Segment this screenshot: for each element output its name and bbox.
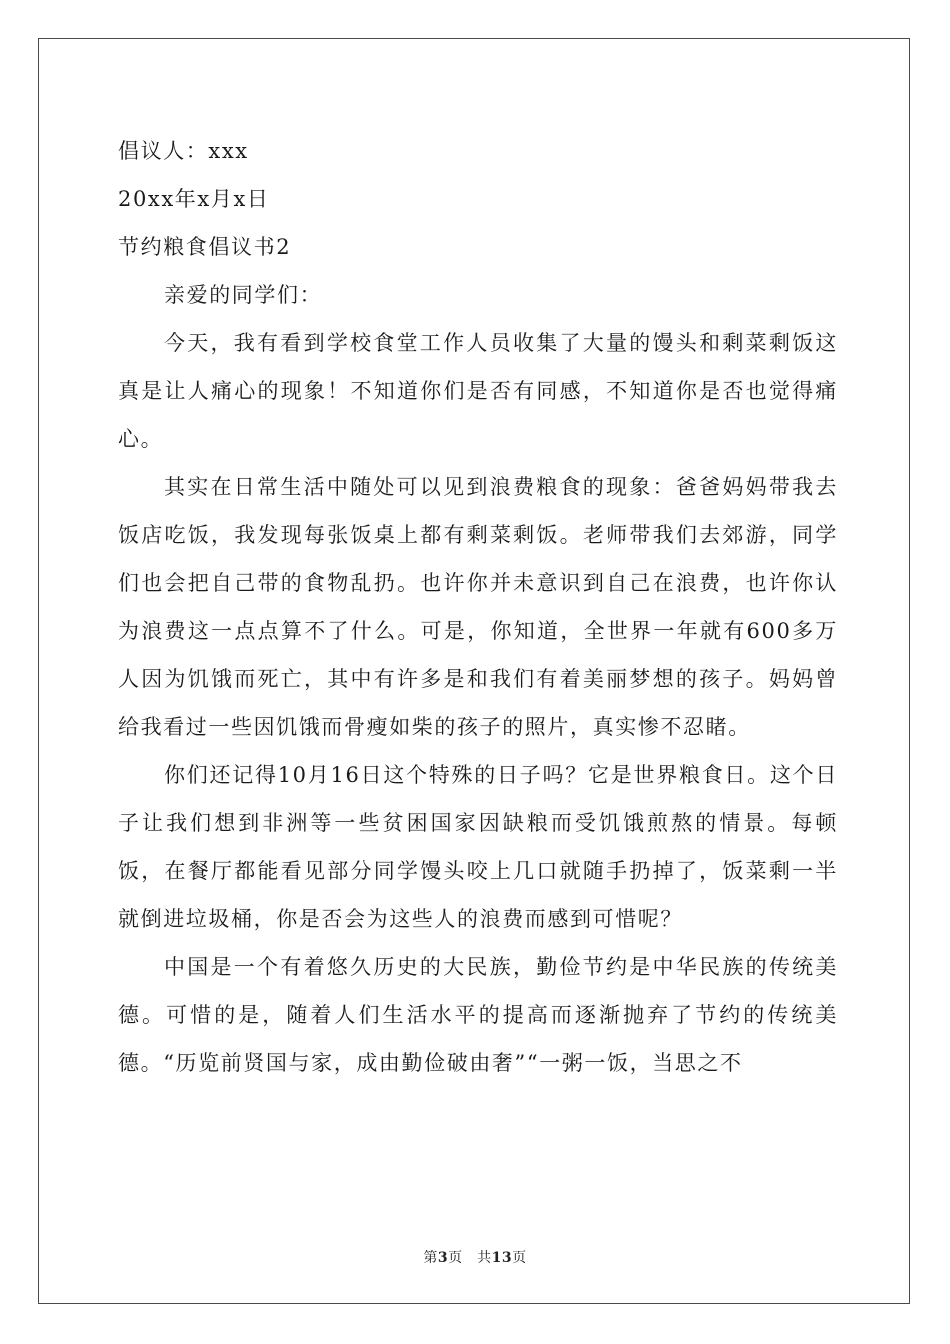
section-title: 节约粮食倡议书2 xyxy=(118,235,292,259)
document-body xyxy=(118,127,838,1087)
page-footer xyxy=(0,1247,950,1267)
page-middle: 页 共 xyxy=(448,1250,492,1266)
proposer-line: 倡议人：xxx xyxy=(118,139,249,163)
page-prefix: 第 xyxy=(423,1250,438,1266)
paragraph: 你们还记得10月16日这个特殊的日子吗？它是世界粮食日。这个日子让我们想到非洲等一些贫困国家因缺粮而受饥饿煎熬的情景。每顿饭，在餐厅都能看见部分同学馒头咬上几口就随手扔掉了，饭菜剩一半就倒进垃圾桶，你是否会为这些人的浪费而感到可惜呢？ xyxy=(118,763,838,931)
paragraph: 中国是一个有着悠久历史的大民族，勤俭节约是中华民族的传统美德。可惜的是，随着人们生活水平的提高而逐渐抛弃了节约的传统美德。“历览前贤国与家，成由勤俭破由奢”“一粥一饭，当思之不 xyxy=(118,955,838,1075)
page-suffix: 页 xyxy=(512,1250,527,1266)
current-page-number: 3 xyxy=(437,1250,449,1266)
salutation: 亲爱的同学们： xyxy=(164,283,323,307)
date-line: 20xx年x月x日 xyxy=(118,187,270,211)
paragraph: 今天，我有看到学校食堂工作人员收集了大量的馒头和剩菜剩饭这真是让人痛心的现象！不知道你们是否有同感，不知道你是否也觉得痛心。 xyxy=(118,331,838,451)
paragraph: 其实在日常生活中随处可以见到浪费粮食的现象：爸爸妈妈带我去饭店吃饭，我发现每张饭桌上都有剩菜剩饭。老师带我们去郊游，同学们也会把自己带的食物乱扔。也许你并未意识到自己在浪费，也许你认为浪费这一点点算不了什么。可是，你知道，全世界一年就有600多万人因为饥饿而死亡，其中有许多是和我们有着美丽梦想的孩子。妈妈曾给我看过一些因饥饿而骨瘦如柴的孩子的照片，真实惨不忍睹。 xyxy=(118,475,838,739)
total-page-number: 13 xyxy=(491,1250,513,1266)
